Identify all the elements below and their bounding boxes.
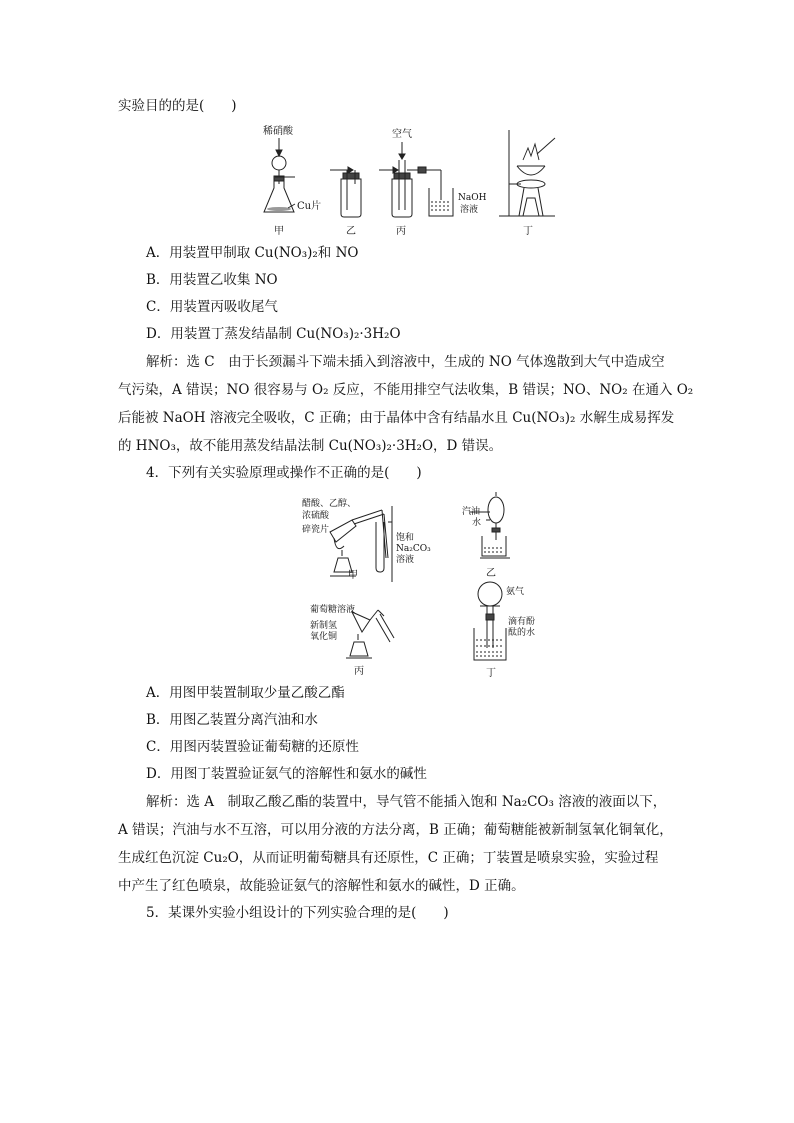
label-cuoh-2: 氧化铜 xyxy=(310,632,338,642)
label-glucose-solution: 葡萄糖溶液 xyxy=(310,605,356,615)
apparatus-bing xyxy=(346,610,394,658)
q3-apparatus-figure xyxy=(255,124,585,240)
label-dilute-nitric-acid: 稀硝酸 xyxy=(263,126,293,137)
apparatus-bing xyxy=(379,142,453,217)
label-reagents: 醋酸、乙醇、 xyxy=(302,499,357,509)
apparatus-jia xyxy=(330,506,392,582)
q4-analysis-line-3: 生成红色沉淀 Cu₂O，从而证明葡萄糖具有还原性，C 正确；丁装置是喷泉实验，实验过程 xyxy=(118,850,659,866)
label-fresh-cuoh: 新制氢 xyxy=(310,621,338,631)
q4-analysis-line-2: A 错误；汽油与水不互溶，可以用分液的方法分离，B 正确；葡萄糖能被新制氢氧化铜氧化， xyxy=(118,822,673,838)
q3-stem-tail: 实验目的的是( ) xyxy=(118,98,237,114)
q4-analysis-line-4: 中产生了红色喷泉，故能验证氨气的溶解性和氨水的碱性，D 正确。 xyxy=(118,878,525,894)
label-porcelain-chips: 碎瓷片 xyxy=(302,525,330,535)
label-phenolphthalein: 滴有酚 xyxy=(508,617,536,627)
label-air: 空气 xyxy=(392,129,412,140)
apparatus-ding xyxy=(474,582,506,660)
apparatus-ding xyxy=(499,130,555,216)
q3-option-d: D．用装置丁蒸发结晶制 Cu(NO₃)₂·3H₂O xyxy=(146,326,401,342)
caption-jia: 甲 xyxy=(274,226,284,237)
label-solution: 溶液 xyxy=(396,555,415,565)
label-water: 水 xyxy=(472,518,482,528)
caption-yi: 乙 xyxy=(486,568,496,579)
q3-option-b: B．用装置乙收集 NO xyxy=(146,272,278,288)
q4-stem: 4．下列有关实验原理或操作不正确的是( ) xyxy=(146,465,422,481)
q3-analysis-line-1: 解析：选 C 由于长颈漏斗下端未插入到溶液中，生成的 NO 气体逸散到大气中造成空 xyxy=(146,354,665,370)
q4-option-d: D．用图丁装置验证氨气的溶解性和氨水的碱性 xyxy=(146,766,427,782)
caption-ding: 丁 xyxy=(486,668,496,679)
q3-analysis-line-4: 的 HNO₃，故不能用蒸发结晶法制 Cu(NO₃)₂·3H₂O，D 错误。 xyxy=(118,438,503,454)
label-gasoline: 汽油 xyxy=(462,507,481,517)
q4-analysis-line-1: 解析：选 A 制取乙酸乙酯的装置中，导气管不能插入饱和 Na₂CO₃ 溶液的液面以下， xyxy=(146,794,667,810)
q3-analysis-line-2: 气污染，A 错误；NO 很容易与 O₂ 反应，不能用排空气法收集，B 错误；NO、NO₂ 在通入 O₂ xyxy=(118,382,694,398)
q4-option-a: A．用图甲装置制取少量乙酸乙酯 xyxy=(146,685,345,701)
apparatus-yi xyxy=(330,167,361,217)
label-naoh-solution: 溶液 xyxy=(460,205,479,215)
caption-bing: 丙 xyxy=(396,226,406,237)
q4-apparatus-figure xyxy=(300,492,540,682)
caption-yi: 乙 xyxy=(346,226,356,237)
q4-option-b: B．用图乙装置分离汽油和水 xyxy=(146,712,318,728)
label-ammonia: 氨气 xyxy=(506,587,525,597)
label-conc-sulfuric: 浓硫酸 xyxy=(302,511,330,521)
label-phenolphthalein-water: 酞的水 xyxy=(508,628,536,638)
label-saturated: 饱和 xyxy=(396,533,415,543)
caption-ding: 丁 xyxy=(523,226,533,237)
q5-stem: 5．某课外实验小组设计的下列实验合理的是( ) xyxy=(146,905,449,921)
q3-option-c: C．用装置丙吸收尾气 xyxy=(146,299,278,315)
label-naoh: NaOH xyxy=(458,193,487,203)
q3-option-a: A．用装置甲制取 Cu(NO₃)₂和 NO xyxy=(146,245,359,261)
caption-jia: 甲 xyxy=(348,570,358,581)
q4-option-c: C．用图丙装置验证葡萄糖的还原性 xyxy=(146,739,359,755)
label-na2co3: Na₂CO₃ xyxy=(396,544,431,554)
label-cu-sheet: Cu片 xyxy=(297,201,322,212)
apparatus-jia xyxy=(264,138,295,212)
caption-bing: 丙 xyxy=(354,666,364,677)
q3-analysis-line-3: 后能被 NaOH 溶液完全吸收，C 正确；由于晶体中含有结晶水且 Cu(NO₃)₂ 水解生成易挥发 xyxy=(118,410,675,426)
